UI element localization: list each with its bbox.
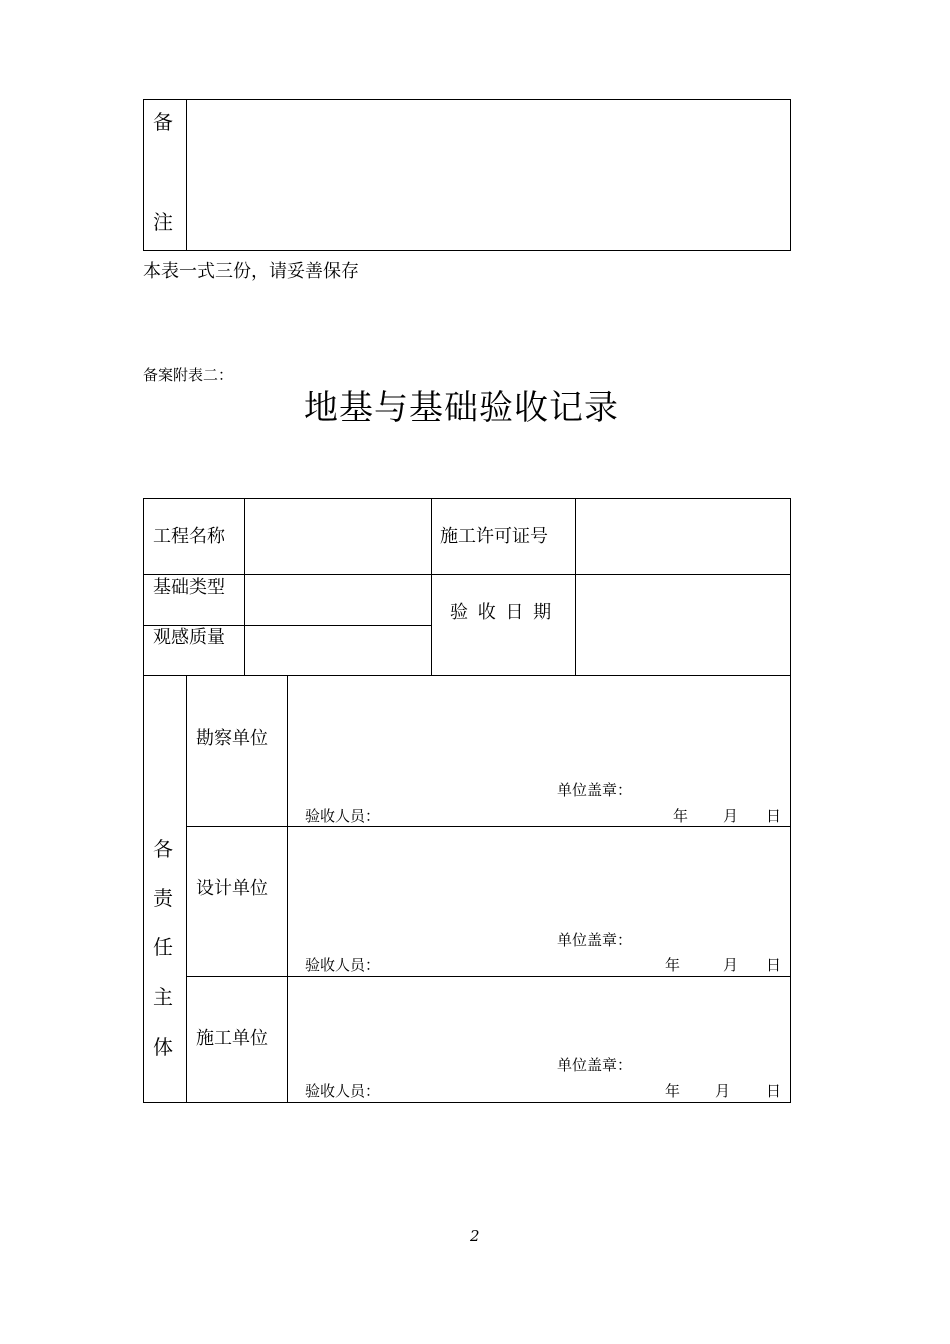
construction-unit-seal-label: 单位盖章： — [557, 1056, 633, 1074]
permit-field[interactable] — [578, 501, 788, 572]
design-unit-person-label: 验收人员： — [305, 956, 381, 974]
form-title: 地基与基础验收记录 — [304, 388, 619, 428]
design-unit-seal-label: 单位盖章： — [557, 931, 633, 949]
construction-unit-month-label: 月 — [715, 1082, 731, 1100]
construction-unit-day-label: 日 — [766, 1082, 782, 1100]
attachment-label: 备案附表二： — [143, 366, 234, 384]
permit-label: 施工许可证号 — [440, 526, 548, 547]
col-line-3 — [575, 498, 576, 676]
acceptance-date-field[interactable] — [578, 577, 788, 673]
survey-unit-year-label: 年 — [673, 807, 689, 825]
remarks-content-area[interactable] — [190, 102, 786, 248]
row-line-2 — [143, 625, 431, 626]
design-unit-day-label: 日 — [766, 956, 782, 974]
project-name-field[interactable] — [247, 501, 428, 572]
remarks-label-bottom: 注 — [153, 210, 173, 234]
party-group-char-1: 各 — [153, 837, 173, 861]
party-group-divider — [186, 675, 187, 1103]
foundation-type-field[interactable] — [247, 577, 428, 623]
col-line-1 — [244, 498, 245, 676]
survey-unit-seal-label: 单位盖章： — [557, 781, 633, 799]
survey-unit-day-label: 日 — [766, 807, 782, 825]
party-group-char-3: 任 — [153, 935, 173, 959]
visual-quality-field[interactable] — [247, 628, 428, 673]
party-row-line-1 — [186, 826, 791, 827]
visual-quality-label: 观感质量 — [153, 627, 225, 648]
acceptance-date-label: 验 收 日 期 — [450, 602, 554, 623]
design-unit-month-label: 月 — [723, 956, 739, 974]
survey-unit-month-label: 月 — [723, 807, 739, 825]
construction-unit-person-label: 验收人员： — [305, 1082, 381, 1100]
design-unit-label: 设计单位 — [196, 878, 268, 899]
design-unit-sign-area[interactable] — [290, 829, 788, 974]
remarks-label-top: 备 — [153, 110, 173, 134]
row-line-1 — [143, 574, 791, 575]
project-name-label: 工程名称 — [153, 526, 225, 547]
party-group-char-2: 责 — [153, 886, 173, 910]
survey-unit-person-label: 验收人员： — [305, 807, 381, 825]
party-name-divider — [287, 675, 288, 1103]
col-line-2 — [431, 498, 432, 676]
footnote: 本表一式三份，请妥善保存 — [143, 261, 359, 282]
page-number: 2 — [470, 1227, 480, 1245]
row-line-3 — [143, 675, 791, 676]
survey-unit-label: 勘察单位 — [196, 728, 268, 749]
construction-unit-label: 施工单位 — [196, 1028, 268, 1049]
survey-unit-sign-area[interactable] — [290, 678, 788, 824]
remarks-divider — [186, 99, 187, 251]
design-unit-year-label: 年 — [665, 956, 681, 974]
party-group-char-5: 体 — [153, 1035, 173, 1059]
foundation-type-label: 基础类型 — [153, 577, 225, 598]
party-row-line-2 — [186, 976, 791, 977]
construction-unit-year-label: 年 — [665, 1082, 681, 1100]
party-group-char-4: 主 — [153, 985, 173, 1009]
